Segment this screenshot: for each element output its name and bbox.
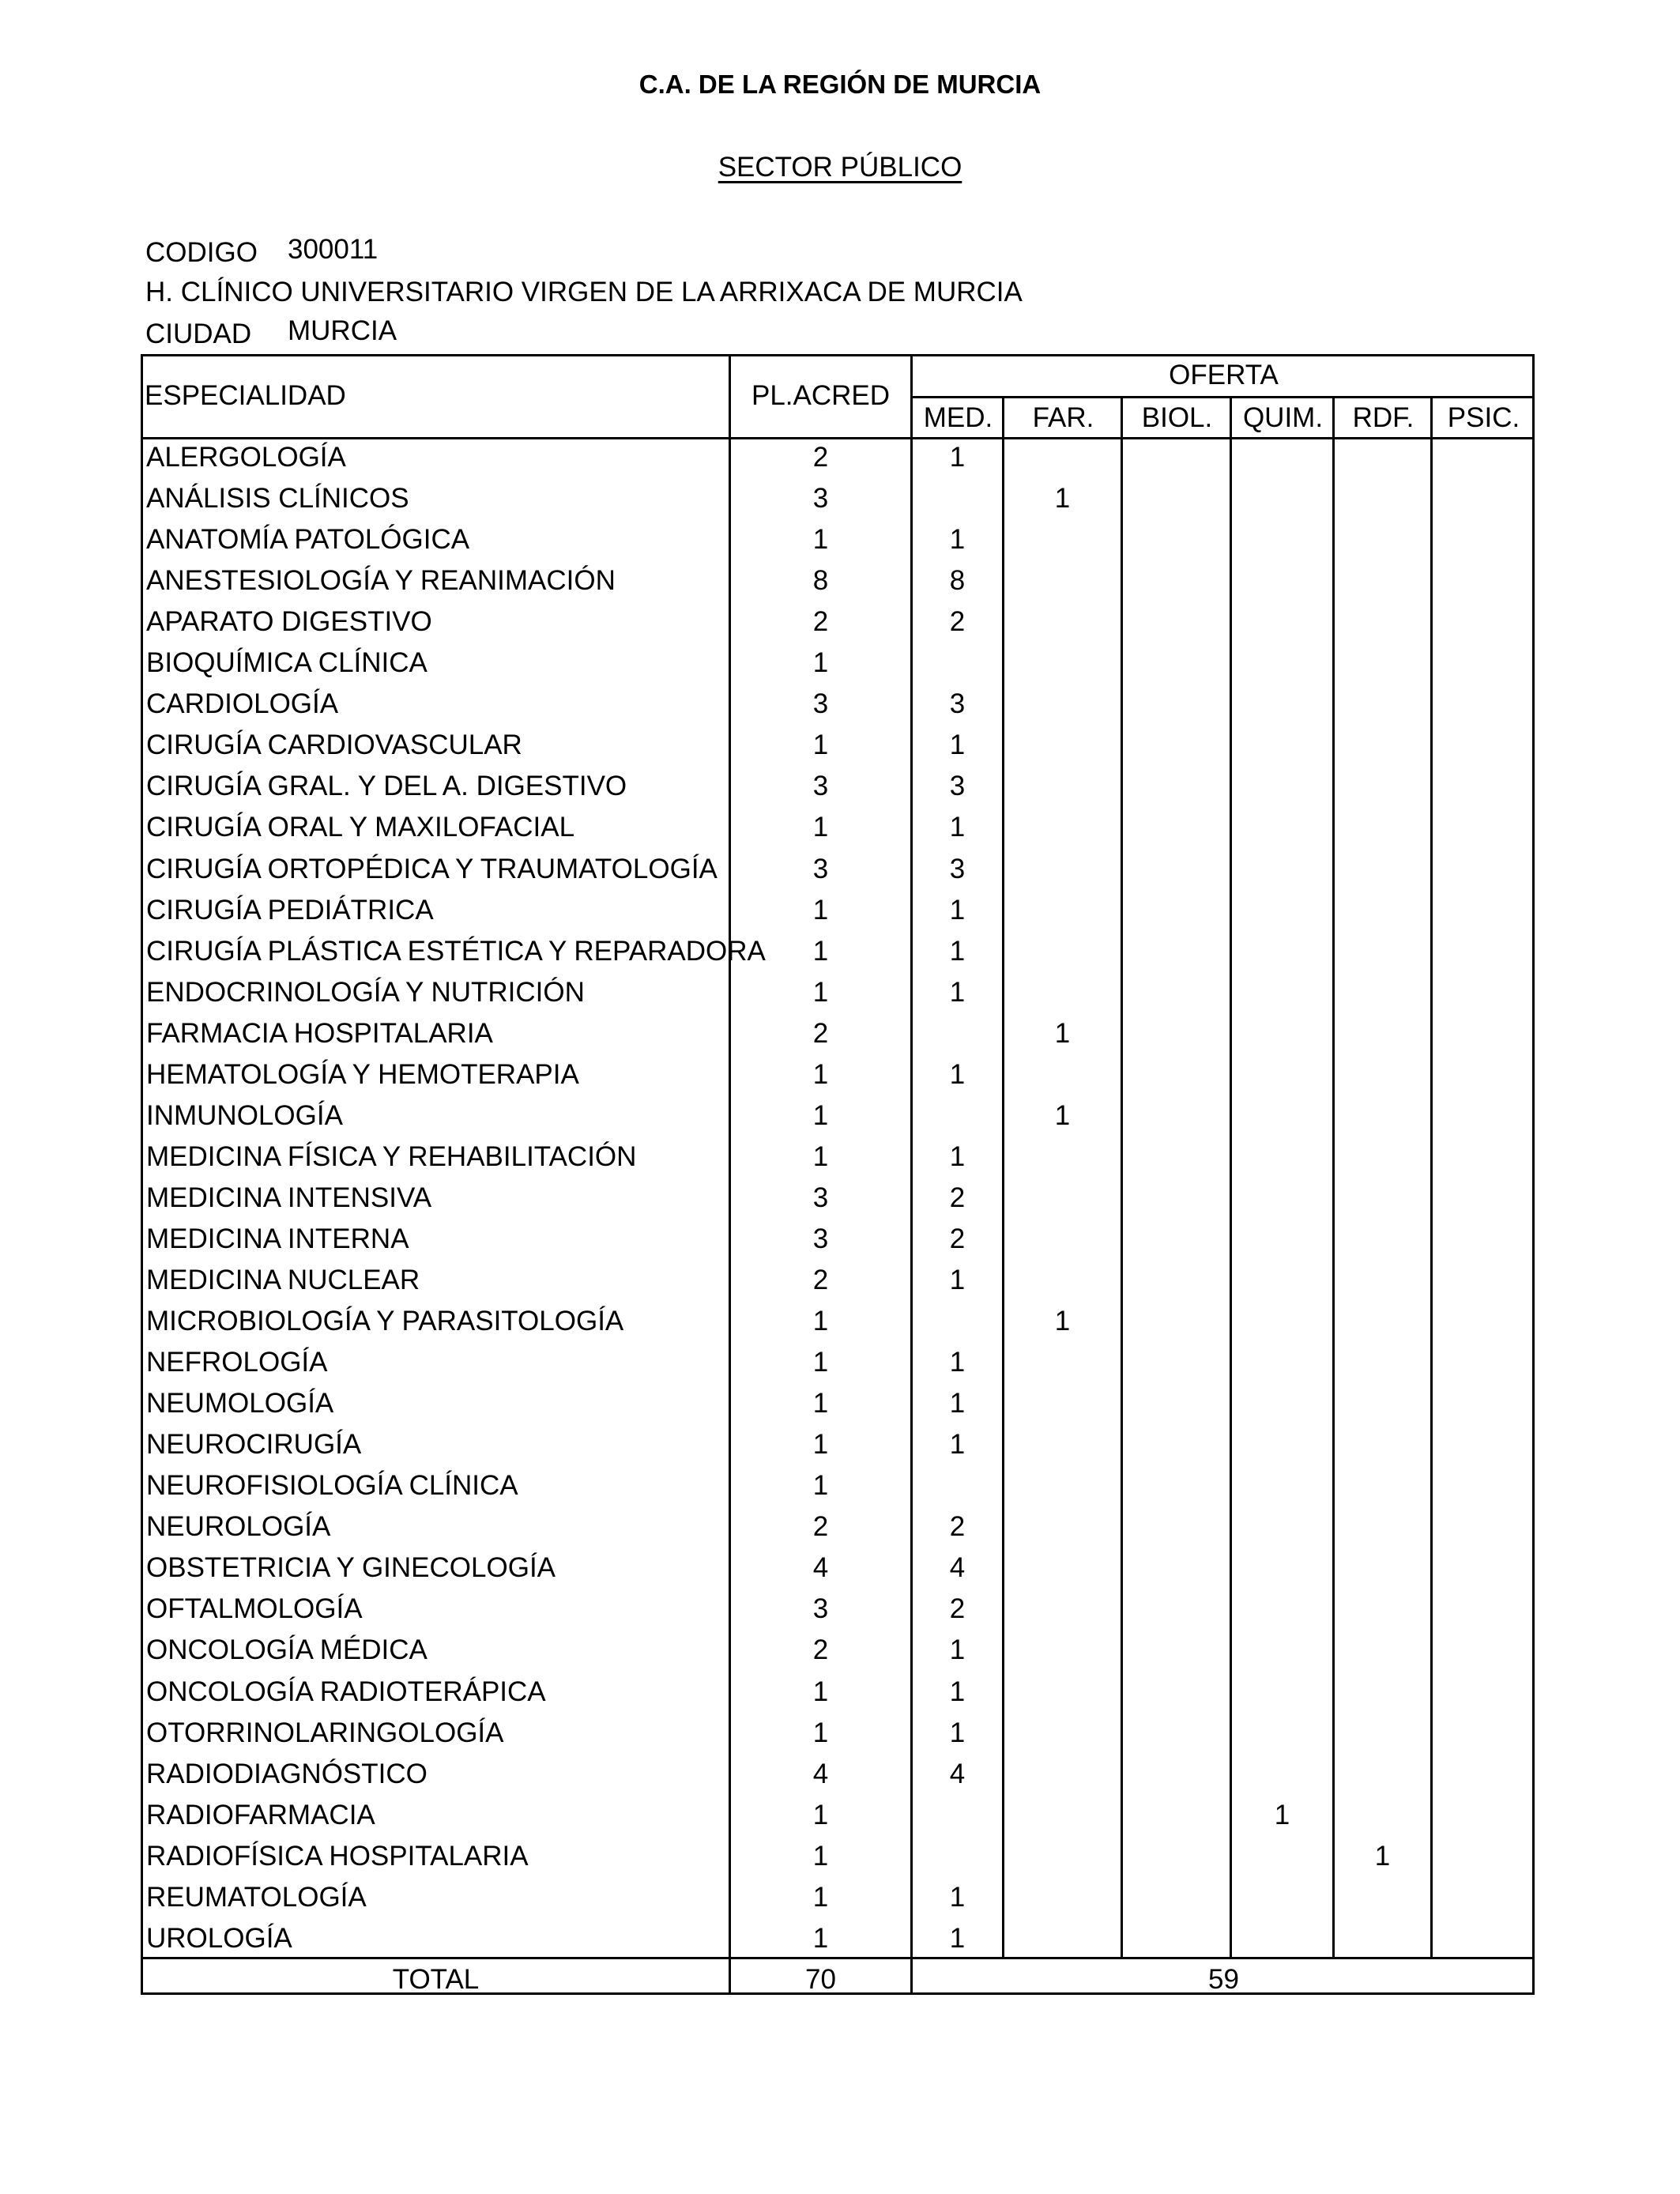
cell-med: 1: [949, 1717, 966, 1748]
cell-med: 1: [949, 1429, 966, 1461]
cell-placred: 3: [812, 483, 829, 515]
cell-med: 1: [949, 812, 966, 843]
col-divider-quim: [1332, 396, 1335, 1957]
especialidades-table: [141, 354, 1535, 1995]
cell-med: 3: [949, 771, 966, 802]
cell-placred: 1: [812, 1922, 829, 1954]
cell-placred: 1: [812, 729, 829, 761]
col-psic-header: PSIC.: [1447, 402, 1520, 433]
cell-med: 4: [949, 1758, 966, 1789]
col-med-header: MED.: [923, 402, 993, 433]
cell-especialidad: NEUMOLOGÍA: [146, 1388, 334, 1419]
header-divider: [143, 437, 1535, 439]
cell-med: 8: [949, 565, 966, 597]
sector-subtitle: [0, 152, 1680, 183]
cell-placred: 2: [812, 1634, 829, 1666]
total-placred: 70: [805, 1964, 836, 1995]
col-divider-med: [1002, 396, 1004, 1957]
col-quim-header: QUIM.: [1242, 402, 1324, 433]
cell-especialidad: CIRUGÍA ORAL Y MAXILOFACIAL: [146, 812, 575, 843]
cell-placred: 1: [812, 1676, 829, 1707]
sector-subtitle-text: SECTOR PÚBLICO: [718, 152, 962, 183]
cell-placred: 2: [812, 1265, 829, 1295]
cell-especialidad: NEUROFISIOLOGÍA CLÍNICA: [146, 1470, 518, 1502]
ciudad-value: MURCIA: [288, 315, 397, 346]
col-divider-rdf: [1430, 396, 1433, 1957]
cell-especialidad: ONCOLOGÍA MÉDICA: [146, 1634, 428, 1666]
cell-med: 1: [949, 1058, 966, 1090]
cell-placred: 1: [812, 1799, 829, 1830]
cell-placred: 4: [812, 1758, 829, 1789]
cell-especialidad: FARMACIA HOSPITALARIA: [146, 1017, 493, 1049]
cell-placred: 3: [812, 771, 829, 802]
cell-placred: 3: [812, 853, 829, 884]
cell-med: 1: [949, 1388, 966, 1419]
cell-med: 1: [949, 1265, 966, 1295]
cell-placred: 1: [812, 976, 829, 1008]
codigo-line: [145, 234, 379, 269]
cell-especialidad: MEDICINA INTERNA: [146, 1223, 409, 1254]
cell-med: 1: [949, 976, 966, 1008]
cell-placred: 3: [812, 688, 829, 720]
cell-med: 1: [949, 1140, 966, 1172]
cell-med: 2: [949, 1511, 966, 1543]
cell-placred: 1: [812, 1058, 829, 1090]
codigo-label: CODIGO: [145, 237, 258, 268]
cell-med: 3: [949, 853, 966, 884]
total-oferta: 59: [1208, 1964, 1239, 1995]
cell-placred: 1: [812, 812, 829, 843]
cell-med: 3: [949, 688, 966, 720]
cell-especialidad: OTORRINOLARINGOLOGÍA: [146, 1717, 504, 1748]
cell-far: 1: [1054, 1017, 1071, 1049]
cell-placred: 1: [812, 647, 829, 679]
cell-especialidad: ANATOMÍA PATOLÓGICA: [146, 524, 470, 556]
cell-especialidad: OBSTETRICIA Y GINECOLOGÍA: [146, 1552, 556, 1584]
cell-med: 4: [949, 1552, 966, 1584]
cell-especialidad: UROLOGÍA: [146, 1922, 292, 1954]
cell-placred: 2: [812, 1511, 829, 1543]
cell-especialidad: MEDICINA FÍSICA Y REHABILITACIÓN: [146, 1140, 637, 1172]
cell-especialidad: NEUROLOGÍA: [146, 1511, 331, 1543]
cell-placred: 2: [812, 1017, 829, 1049]
cell-especialidad: RADIODIAGNÓSTICO: [146, 1758, 428, 1789]
cell-placred: 1: [812, 935, 829, 967]
cell-especialidad: MICROBIOLOGÍA Y PARASITOLOGÍA: [146, 1306, 624, 1337]
cell-med: 2: [949, 1182, 966, 1213]
col-divider-far: [1121, 396, 1123, 1957]
cell-med: 1: [949, 1676, 966, 1707]
cell-quim: 1: [1274, 1799, 1290, 1830]
cell-placred: 1: [812, 1881, 829, 1913]
cell-especialidad: CIRUGÍA ORTOPÉDICA Y TRAUMATOLOGÍA: [146, 853, 718, 884]
cell-med: 1: [949, 1347, 966, 1378]
cell-far: 1: [1054, 1306, 1071, 1337]
cell-especialidad: MEDICINA NUCLEAR: [146, 1265, 420, 1295]
cell-especialidad: APARATO DIGESTIVO: [146, 606, 432, 638]
cell-especialidad: HEMATOLOGÍA Y HEMOTERAPIA: [146, 1058, 579, 1090]
cell-especialidad: OFTALMOLOGÍA: [146, 1593, 363, 1625]
cell-med: 1: [949, 1881, 966, 1913]
col-far-header: FAR.: [1032, 402, 1094, 433]
col-divider-biol: [1230, 396, 1232, 1957]
cell-placred: 3: [812, 1223, 829, 1254]
cell-especialidad: CIRUGÍA PLÁSTICA ESTÉTICA Y REPARADORA: [146, 935, 766, 967]
cell-especialidad: CARDIOLOGÍA: [146, 688, 339, 720]
cell-far: 1: [1054, 1099, 1071, 1131]
cell-placred: 1: [812, 1470, 829, 1502]
cell-placred: 3: [812, 1182, 829, 1213]
cell-especialidad: BIOQUÍMICA CLÍNICA: [146, 647, 428, 679]
cell-especialidad: RADIOFÍSICA HOSPITALARIA: [146, 1840, 529, 1872]
cell-placred: 1: [812, 1347, 829, 1378]
codigo-value: 300011: [288, 234, 379, 265]
cell-placred: 1: [812, 1140, 829, 1172]
cell-placred: 1: [812, 1388, 829, 1419]
cell-placred: 3: [812, 1593, 829, 1625]
cell-especialidad: ANÁLISIS CLÍNICOS: [146, 483, 409, 515]
cell-especialidad: ANESTESIOLOGÍA Y REANIMACIÓN: [146, 565, 616, 597]
cell-med: 1: [949, 894, 966, 925]
cell-placred: 1: [812, 524, 829, 556]
cell-placred: 1: [812, 894, 829, 925]
cell-especialidad: NEUROCIRUGÍA: [146, 1429, 362, 1461]
ciudad-line: [145, 315, 397, 350]
cell-med: 1: [949, 442, 966, 473]
cell-placred: 1: [812, 1306, 829, 1337]
cell-especialidad: REUMATOLOGÍA: [146, 1881, 367, 1913]
ciudad-label: CIUDAD: [145, 319, 252, 349]
cell-especialidad: ALERGOLOGÍA: [146, 442, 346, 473]
cell-med: 1: [949, 1922, 966, 1954]
cell-placred: 4: [812, 1552, 829, 1584]
page-title: C.A. DE LA REGIÓN DE MURCIA: [638, 70, 1042, 99]
col-divider-placred: [910, 356, 913, 1995]
col-placred-header: PL.ACRED: [751, 380, 891, 411]
cell-placred: 1: [812, 1429, 829, 1461]
cell-especialidad: ENDOCRINOLOGÍA Y NUTRICIÓN: [146, 976, 585, 1008]
cell-especialidad: ONCOLOGÍA RADIOTERÁPICA: [146, 1676, 546, 1707]
col-rdf-header: RDF.: [1352, 402, 1414, 433]
cell-placred: 2: [812, 442, 829, 473]
cell-med: 2: [949, 1223, 966, 1254]
cell-especialidad: NEFROLOGÍA: [146, 1347, 328, 1378]
cell-especialidad: CIRUGÍA CARDIOVASCULAR: [146, 729, 522, 761]
cell-rdf: 1: [1374, 1840, 1391, 1872]
cell-placred: 1: [812, 1717, 829, 1748]
cell-med: 1: [949, 524, 966, 556]
hospital-name: H. CLÍNICO UNIVERSITARIO VIRGEN DE LA ARRIXACA DE MURCIA: [145, 277, 1023, 307]
cell-placred: 8: [812, 565, 829, 597]
cell-especialidad: INMUNOLOGÍA: [146, 1099, 343, 1131]
cell-med: 1: [949, 729, 966, 761]
col-biol-header: BIOL.: [1141, 402, 1213, 433]
cell-med: 1: [949, 1634, 966, 1666]
cell-placred: 2: [812, 606, 829, 638]
total-label: TOTAL: [392, 1964, 480, 1995]
cell-especialidad: RADIOFARMACIA: [146, 1799, 375, 1830]
cell-med: 1: [949, 935, 966, 967]
cell-placred: 1: [812, 1099, 829, 1131]
cell-placred: 1: [812, 1840, 829, 1872]
cell-far: 1: [1054, 483, 1071, 515]
col-divider-especialidad: [729, 356, 731, 1995]
col-oferta-header: OFERTA: [1169, 360, 1279, 390]
col-especialidad-header: ESPECIALIDAD: [145, 380, 346, 411]
cell-especialidad: MEDICINA INTENSIVA: [146, 1182, 432, 1213]
cell-med: 2: [949, 606, 966, 638]
total-divider: [143, 1957, 1535, 1959]
cell-med: 2: [949, 1593, 966, 1625]
cell-especialidad: CIRUGÍA PEDIÁTRICA: [146, 894, 434, 925]
cell-especialidad: CIRUGÍA GRAL. Y DEL A. DIGESTIVO: [146, 771, 627, 802]
